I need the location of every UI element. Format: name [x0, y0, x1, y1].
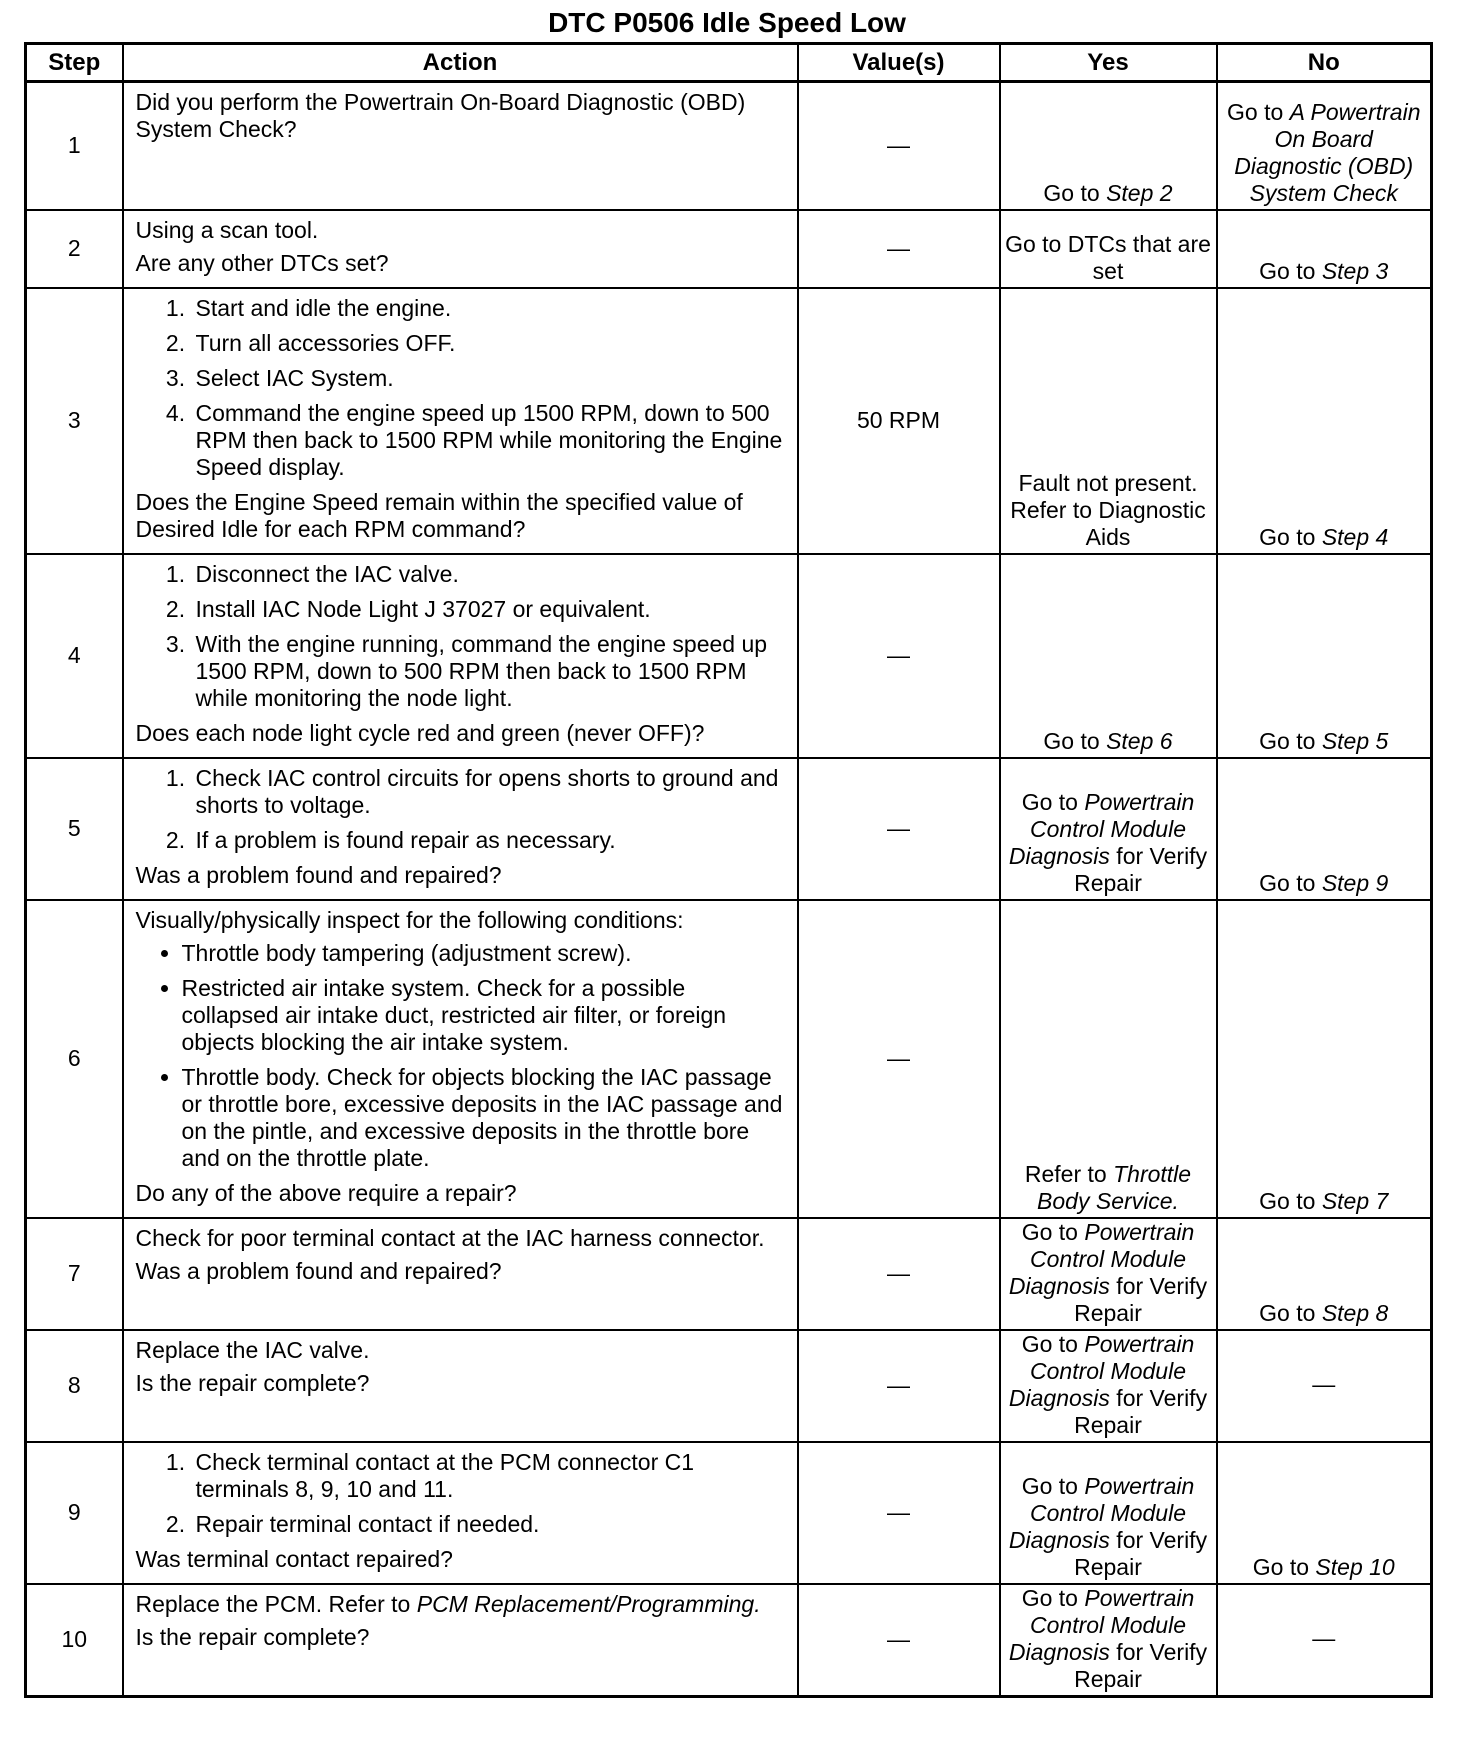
yes-text-segment: Powertrain Control Module Diagnosis: [1008, 1218, 1195, 1299]
yes-text-segment: for Verify Repair: [1074, 1526, 1208, 1580]
column-header-values: Value(s): [798, 44, 1000, 82]
no-text-segment: Go to: [1252, 1553, 1316, 1580]
value-cell: —: [798, 900, 1000, 1218]
no-cell: [1217, 82, 1432, 210]
yes-text-segment: Step 6: [1106, 727, 1173, 754]
action-cell: [123, 900, 798, 1218]
no-text-segment: Go to: [1259, 727, 1322, 754]
action-text-segment: Replace the PCM. Refer to: [135, 1590, 417, 1617]
yes-text-segment: Throttle Body Service.: [1037, 1160, 1192, 1214]
no-text-segment: Go to: [1259, 523, 1322, 550]
action-cell: [123, 1218, 798, 1330]
step-number: 3: [26, 288, 123, 554]
yes-text-segment: Powertrain Control Module Diagnosis: [1008, 1584, 1195, 1665]
list-item: 3. With the engine running, command the engine speed up 1500 RPM, down to 500 RPM then back to 1500 RPM while monitoring the node light.: [192, 631, 789, 712]
list-item: 3. Select IAC System.: [192, 365, 789, 392]
yes-text-segment: for Verify Repair: [1074, 842, 1208, 896]
no-cell: [1217, 1442, 1432, 1584]
no-cell: [1217, 554, 1432, 758]
table-row: [26, 288, 1432, 554]
value-cell: 50 RPM: [798, 288, 1000, 554]
no-text-segment: Step 7: [1321, 1187, 1389, 1214]
list-item: 1. Start and idle the engine.: [192, 295, 789, 322]
step-number: 1: [26, 82, 123, 210]
yes-text-segment: Powertrain Control Module Diagnosis: [1008, 1472, 1195, 1553]
no-cell: [1217, 900, 1432, 1218]
yes-text-segment: Go to: [1043, 727, 1107, 754]
column-header-no: No: [1217, 44, 1432, 82]
numbered-step-list: [136, 561, 789, 712]
value-cell: —: [798, 758, 1000, 900]
no-text-segment: Step 3: [1321, 257, 1389, 284]
table-row: [26, 1330, 1432, 1442]
yes-text-segment: Powertrain Control Module Diagnosis: [1008, 788, 1195, 869]
bullet-list: [136, 940, 789, 1172]
list-item: • Throttle body tampering (adjustment screw).: [182, 940, 789, 967]
action-cell: [123, 1584, 798, 1697]
yes-text-segment: Step 2: [1106, 179, 1173, 206]
no-cell: [1217, 1584, 1432, 1697]
table-row: [26, 82, 1432, 210]
column-header-action: Action: [123, 44, 798, 82]
no-text-segment: Step 10: [1315, 1553, 1395, 1580]
action-paragraph: Are any other DTCs set?: [135, 249, 389, 276]
action-paragraph: Does each node light cycle red and green (never OFF)?: [135, 719, 705, 746]
table-header-row: [26, 44, 1432, 82]
action-cell: [123, 1442, 798, 1584]
list-item: 1. Disconnect the IAC valve.: [192, 561, 789, 588]
yes-text-segment: for Verify Repair: [1074, 1384, 1208, 1438]
step-number: 10: [26, 1584, 123, 1697]
action-cell: [123, 210, 798, 288]
value-cell: —: [798, 1330, 1000, 1442]
yes-cell: [1000, 1218, 1217, 1330]
table-row: [26, 210, 1432, 288]
document-title: DTC P0506 Idle Speed Low: [548, 7, 906, 38]
action-paragraph: Do any of the above require a repair?: [135, 1179, 517, 1206]
action-paragraph: Check for poor terminal contact at the IAC harness connector.: [135, 1224, 765, 1251]
table-row: [26, 758, 1432, 900]
action-paragraph: [136, 1591, 789, 1618]
yes-text-segment: Go to: [1021, 1330, 1085, 1357]
step-number: 4: [26, 554, 123, 758]
numbered-step-list: [136, 1449, 789, 1538]
action-text-segment: PCM Replacement/Programming.: [416, 1590, 761, 1617]
step-number: 2: [26, 210, 123, 288]
column-header-yes: Yes: [1000, 44, 1217, 82]
table-row: [26, 900, 1432, 1218]
action-paragraph: Was terminal contact repaired?: [135, 1545, 453, 1572]
yes-cell: [1000, 288, 1217, 554]
yes-text-segment: for Verify Repair: [1074, 1272, 1208, 1326]
no-text-segment: Go to: [1259, 1187, 1322, 1214]
yes-cell: [1000, 1330, 1217, 1442]
diagnostic-table: [24, 42, 1433, 1698]
table-row: [26, 1442, 1432, 1584]
value-cell: —: [798, 554, 1000, 758]
action-paragraph: Is the repair complete?: [135, 1369, 370, 1396]
step-number: 6: [26, 900, 123, 1218]
yes-text-segment: Go to: [1021, 1218, 1085, 1245]
yes-cell: [1000, 554, 1217, 758]
no-text-segment: Step 8: [1321, 1299, 1389, 1326]
no-text-segment: Step 9: [1321, 869, 1389, 896]
value-cell: —: [798, 210, 1000, 288]
step-number: 5: [26, 758, 123, 900]
no-cell: [1217, 210, 1432, 288]
table-row: [26, 1218, 1432, 1330]
no-cell: [1217, 758, 1432, 900]
action-paragraph: Is the repair complete?: [135, 1623, 370, 1650]
list-item: • Restricted air intake system. Check for a possible collapsed air intake duct, restricted air filter, or foreign objects blocking the air intake system.: [182, 975, 789, 1056]
no-text-segment: Go to: [1259, 869, 1322, 896]
action-cell: [123, 554, 798, 758]
yes-text-segment: Go to: [1021, 1472, 1085, 1499]
yes-text-segment: Go to: [1043, 179, 1107, 206]
no-text-segment: —: [1312, 1625, 1336, 1651]
no-text-segment: Step 5: [1321, 727, 1389, 754]
action-paragraph: Visually/physically inspect for the following conditions:: [135, 906, 684, 933]
list-item: 2. Repair terminal contact if needed.: [192, 1511, 789, 1538]
action-paragraph: Does the Engine Speed remain within the specified value of Desired Idle for each RPM command?: [135, 488, 743, 542]
list-item: • Throttle body. Check for objects blocking the IAC passage or throttle bore, excessive deposits in the IAC passage and on the pintle, and excessive deposits in the throttle bore and on the throttle plate.: [182, 1064, 789, 1172]
action-cell: [123, 758, 798, 900]
yes-text-segment: Refer to: [1024, 1160, 1114, 1187]
value-cell: —: [798, 82, 1000, 210]
yes-text-segment: for Verify Repair: [1074, 1638, 1208, 1692]
action-cell: [123, 1330, 798, 1442]
list-item: 2. Turn all accessories OFF.: [192, 330, 789, 357]
column-header-step: Step: [26, 44, 123, 82]
table-row: [26, 1584, 1432, 1697]
yes-text-segment: Go to: [1021, 1584, 1085, 1611]
yes-text-segment: Fault not present. Refer to Diagnostic Aids: [1010, 469, 1206, 550]
yes-cell: [1000, 210, 1217, 288]
no-text-segment: Step 4: [1321, 523, 1389, 550]
no-text-segment: Go to: [1259, 257, 1322, 284]
no-text-segment: Go to: [1227, 98, 1290, 125]
list-item: 1. Check terminal contact at the PCM connector C1 terminals 8, 9, 10 and 11.: [192, 1449, 789, 1503]
table-row: [26, 554, 1432, 758]
yes-text-segment: Go to: [1021, 788, 1085, 815]
yes-text-segment: Go to DTCs that are set: [1005, 230, 1211, 284]
list-item: 1. Check IAC control circuits for opens shorts to ground and shorts to voltage.: [192, 765, 789, 819]
no-cell: [1217, 1330, 1432, 1442]
action-cell: [123, 82, 798, 210]
step-number: 8: [26, 1330, 123, 1442]
no-text-segment: A Powertrain On Board Diagnostic (OBD) System Check: [1234, 98, 1421, 206]
action-cell: [123, 288, 798, 554]
yes-cell: [1000, 1584, 1217, 1697]
yes-cell: [1000, 900, 1217, 1218]
no-cell: [1217, 1218, 1432, 1330]
yes-cell: [1000, 758, 1217, 900]
action-paragraph: Replace the IAC valve.: [135, 1336, 370, 1363]
list-item: 2. If a problem is found repair as necessary.: [192, 827, 789, 854]
step-number: 7: [26, 1218, 123, 1330]
no-text-segment: Go to: [1259, 1299, 1322, 1326]
numbered-step-list: [136, 295, 789, 481]
action-paragraph: Was a problem found and repaired?: [135, 861, 502, 888]
action-paragraph: Did you perform the Powertrain On-Board Diagnostic (OBD) System Check?: [135, 89, 746, 142]
yes-text-segment: Powertrain Control Module Diagnosis: [1008, 1330, 1195, 1411]
list-item: 4. Command the engine speed up 1500 RPM, down to 500 RPM then back to 1500 RPM while monitoring the Engine Speed display.: [192, 400, 789, 481]
action-paragraph: Using a scan tool.: [135, 216, 319, 243]
no-text-segment: —: [1312, 1371, 1336, 1397]
yes-cell: [1000, 82, 1217, 210]
action-paragraph: Was a problem found and repaired?: [135, 1257, 502, 1284]
value-cell: —: [798, 1584, 1000, 1697]
table-body: [26, 82, 1432, 1697]
list-item: 2. Install IAC Node Light J 37027 or equivalent.: [192, 596, 789, 623]
no-cell: [1217, 288, 1432, 554]
value-cell: —: [798, 1442, 1000, 1584]
value-cell: —: [798, 1218, 1000, 1330]
numbered-step-list: [136, 765, 789, 854]
step-number: 9: [26, 1442, 123, 1584]
yes-cell: [1000, 1442, 1217, 1584]
